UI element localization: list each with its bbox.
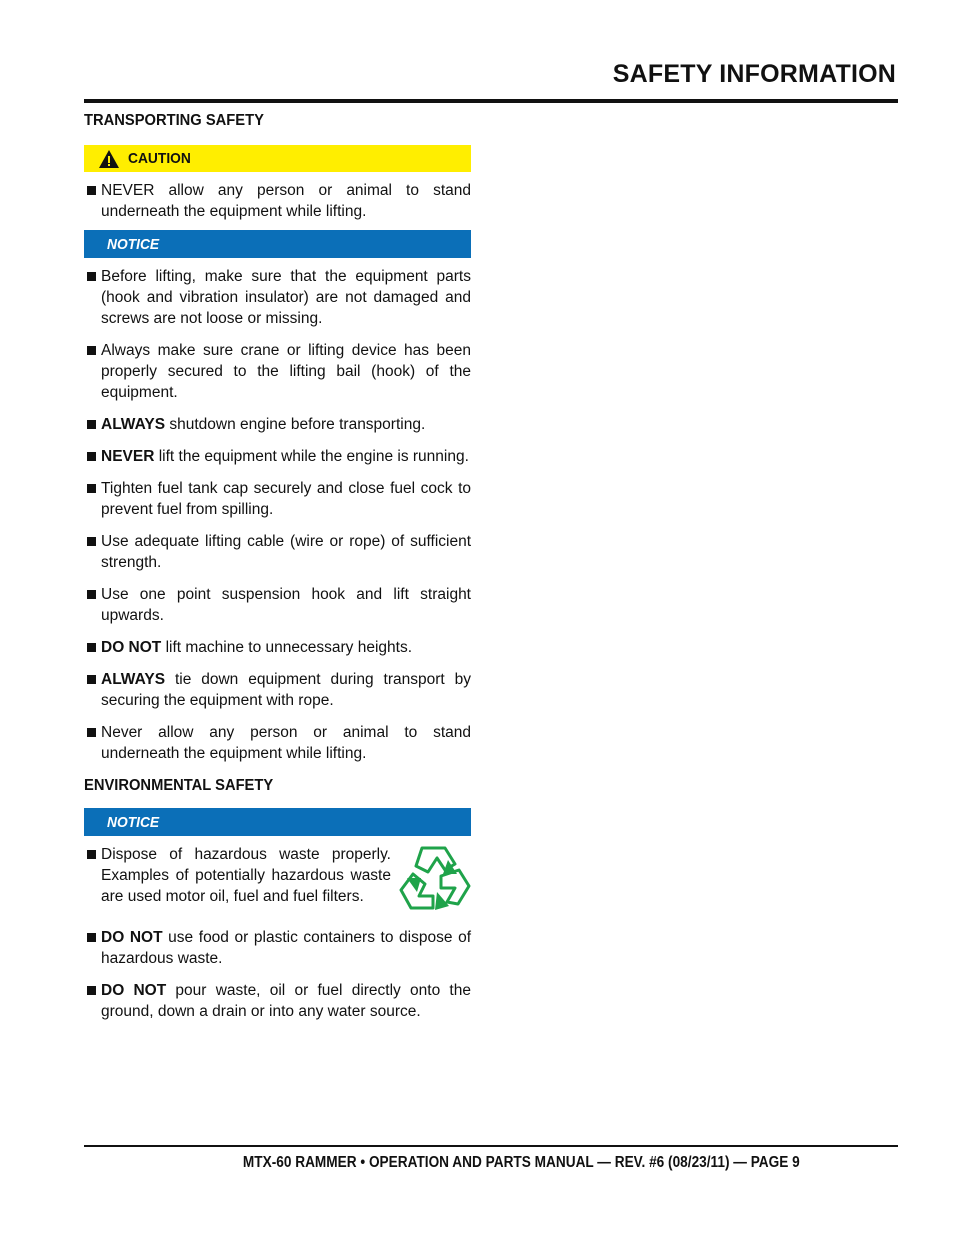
square-bullet-icon — [87, 420, 96, 429]
item-text: shutdown engine before transporting. — [165, 416, 426, 433]
list-item — [84, 266, 471, 329]
list-item — [84, 340, 471, 403]
square-bullet-icon — [87, 986, 96, 995]
warning-triangle-icon — [98, 149, 120, 169]
square-bullet-icon — [87, 590, 96, 599]
square-bullet-icon — [87, 452, 96, 461]
item-text: tie down equipment during transport by securing the equipment with rope. — [101, 671, 471, 709]
list-item — [84, 414, 471, 435]
item-text: NEVER allow any person or animal to stand underneath the equipment while lifting. — [101, 182, 471, 220]
square-bullet-icon — [87, 537, 96, 546]
item-emphasis: ALWAYS — [101, 671, 166, 688]
transporting-safety-heading: TRANSPORTING SAFETY — [84, 112, 264, 129]
item-text: lift the equipment while the engine is running. — [154, 448, 469, 465]
square-bullet-icon — [87, 346, 96, 355]
item-text: Always make sure crane or lifting device has been properly secured to the lifting bail (hook) of the equipment. — [101, 342, 471, 401]
square-bullet-icon — [87, 675, 96, 684]
item-text: Use one point suspension hook and lift straight upwards. — [101, 586, 471, 624]
square-bullet-icon — [87, 728, 96, 737]
item-text: use food or plastic containers to dispose of hazardous waste. — [101, 929, 472, 967]
item-emphasis: NEVER — [101, 448, 155, 465]
square-bullet-icon — [87, 643, 96, 652]
list-item — [84, 637, 471, 658]
item-text: Use adequate lifting cable (wire or rope) of sufficient strength. — [101, 533, 471, 571]
environmental-safety-heading: ENVIRONMENTAL SAFETY — [84, 777, 274, 794]
left-column — [84, 112, 471, 1022]
notice-banner — [84, 230, 471, 258]
square-bullet-icon — [87, 933, 96, 942]
square-bullet-icon — [87, 850, 96, 859]
list-item — [84, 478, 471, 520]
recycle-icon — [397, 844, 471, 916]
environmental-first-item-row — [84, 844, 471, 916]
header-divider — [84, 99, 898, 103]
notice-label: NOTICE — [107, 813, 160, 831]
list-item — [84, 927, 471, 969]
item-emphasis: ALWAYS — [101, 416, 166, 433]
item-text: Never allow any person or animal to stand underneath the equipment while lifting. — [101, 724, 471, 762]
item-emphasis: DO NOT — [101, 639, 162, 656]
square-bullet-icon — [87, 484, 96, 493]
item-text: Dispose of hazardous waste properly. Examples of potentially hazardous waste are used motor oil, fuel and fuel filters. — [101, 846, 391, 905]
notice-banner — [84, 808, 471, 836]
item-text: Before lifting, make sure that the equipment parts (hook and vibration insulator) are not damaged and screws are not loose or missing. — [101, 268, 471, 327]
item-text: lift machine to unnecessary heights. — [161, 639, 412, 656]
list-item — [84, 180, 471, 222]
list-item — [84, 531, 471, 573]
list-item — [84, 446, 471, 467]
list-item — [84, 584, 471, 626]
caution-banner — [84, 145, 471, 172]
item-text: Tighten fuel tank cap securely and close fuel cock to prevent fuel from spilling. — [101, 480, 471, 518]
list-item — [84, 722, 471, 764]
item-text: pour waste, oil or fuel directly onto the ground, down a drain or into any water source. — [101, 982, 471, 1020]
list-item — [84, 669, 471, 711]
page-footer: MTX-60 RAMMER • OPERATION AND PARTS MANUAL — REV. #6 (08/23/11) — PAGE 9 — [243, 1154, 800, 1171]
list-item — [84, 980, 471, 1022]
footer-divider — [84, 1145, 898, 1147]
notice-label: NOTICE — [107, 235, 160, 253]
square-bullet-icon — [87, 186, 96, 195]
item-emphasis: DO NOT — [101, 982, 167, 999]
item-emphasis: DO NOT — [101, 929, 163, 946]
page-title: SAFETY INFORMATION — [612, 60, 896, 88]
square-bullet-icon — [87, 272, 96, 281]
caution-label: CAUTION — [128, 150, 191, 167]
list-item — [84, 844, 391, 916]
